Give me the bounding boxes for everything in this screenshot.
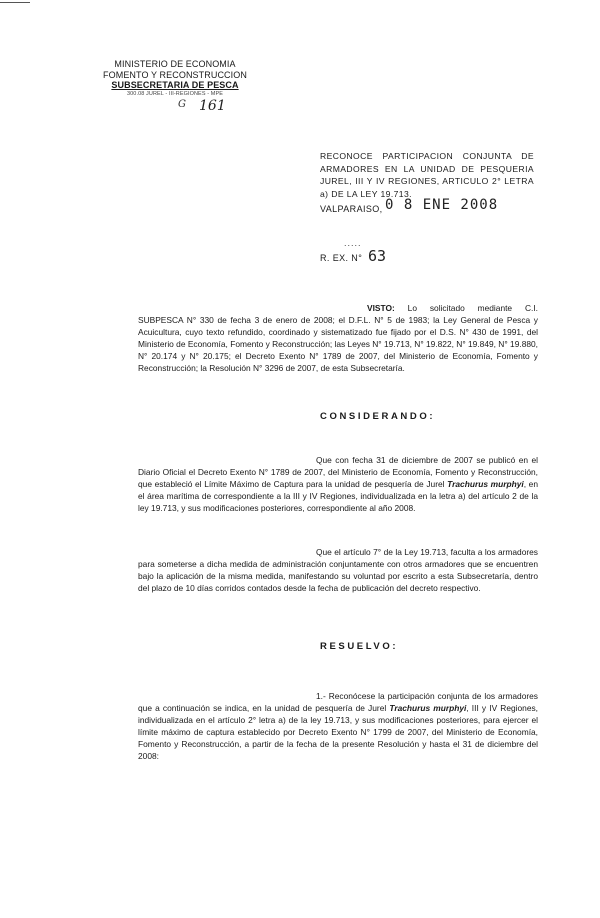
document-title: RECONOCE PARTICIPACION CONJUNTA DE ARMADORES EN LA UNIDAD DE PESQUERIA JUREL, III Y IV REGIONES, ARTICULO 2° LETRA a) DE LA LEY 19.713. [320, 151, 534, 199]
considerando-paragraph-2: Que el artículo 7° de la Ley 19.713, faculta a los armadores para someterse a dicha medida de administración conjuntamente con otros armadores que se encuentren bajo la aplicación de la misma medida, manifestando su voluntad por escrito a esta Subsecretaría, dentro del plazo de 10 días corridos contados desde la fecha de publicación del decreto respectivo. [138, 547, 538, 593]
resuelvo-heading: RESUELVO: [320, 641, 399, 652]
resolution-label: R. EX. N° [320, 253, 363, 263]
species-name: Trachurus murphyi [447, 478, 524, 489]
visto-lead: VISTO: [367, 303, 395, 313]
ministry-line: MINISTERIO DE ECONOMIA [114, 59, 236, 69]
file-reference: 300.08 JUREL - III-REGIONES - MPE [126, 90, 223, 97]
place: VALPARAISO, [320, 204, 383, 214]
handwritten-reference: 161 [199, 98, 226, 114]
scan-corner-mark [0, 2, 30, 3]
handwritten-initial: G [178, 99, 186, 110]
resuelvo-paragraph-1 [138, 691, 538, 762]
resolution-number: 63 [368, 247, 387, 265]
date-stamp: 0 8 ENE 2008 [385, 197, 499, 213]
considerando-paragraph-1 [138, 455, 538, 515]
subsecretaria-line: SUBSECRETARIA DE PESCA [111, 80, 239, 90]
considerando-p1-text-a: Que con fecha 31 de diciembre de 2007 se publicó en el Diario Oficial el Decreto Exento N° 1789 de 2007, del Ministerio de Economía, Fomento y Reconstrucción, que estableció el Límite Máximo de Captura para la unidad de pesquería de Jurel [138, 455, 538, 489]
resuelvo-p1-text-a: 1.- Reconócese la participación conjunta de los armadores que a continuación se indica, en la unidad de pesquería de Jurel [138, 691, 538, 713]
resolution-dots: ..... [344, 238, 362, 248]
visto-text: Lo solicitado mediante C.I. SUBPESCA N° 330 de fecha 3 de enero de 2008; el D.F.L. N° 5 de 1983; la Ley General de Pesca y Acuicultura, cuyo texto refundido, coordinado y sistematizado fue fijado por el D.S. N° 430 de 1991, del Ministerio de Economía, Fomento y Reconstrucción; las Leyes N° 19.713, N° 19.822, N° 19.849, N° 19.880, N° 20.174 y N° 20.175; el Decreto Exento N° 1789 de 2007, del Ministerio de Economía, Fomento y Reconstrucción; la Resolución N° 3296 de 2007, de esta Subsecretaría. [138, 303, 538, 373]
considerando-p1-text-b: , en el área marítima de correspondiente a la III y IV Regiones, individualizada en la letra a) del artículo 2 de la ley 19.713, y sus modificaciones posteriores, correspondiente al año 2008. [138, 478, 538, 513]
considerando-heading: CONSIDERANDO: [320, 411, 436, 422]
species-name: Trachurus murphyi [389, 702, 467, 713]
resuelvo-p1-text-b: , III y IV Regiones, individualizada en el artículo 2° letra a) de la ley 19.713, y sus modificaciones posteriores, para ejercer el límite máximo de captura establecido por Decreto Exento N° 1799 de 2007, del Ministerio de Economía, Fomento y Reconstrucción, a partir de la fecha de la presente Resolución y hasta el 31 de diciembre del 2008: [138, 702, 539, 761]
place-line [320, 204, 383, 214]
ministry-line-2: FOMENTO Y RECONSTRUCCION [103, 69, 247, 80]
visto-paragraph [138, 303, 538, 374]
letterhead [100, 59, 250, 98]
